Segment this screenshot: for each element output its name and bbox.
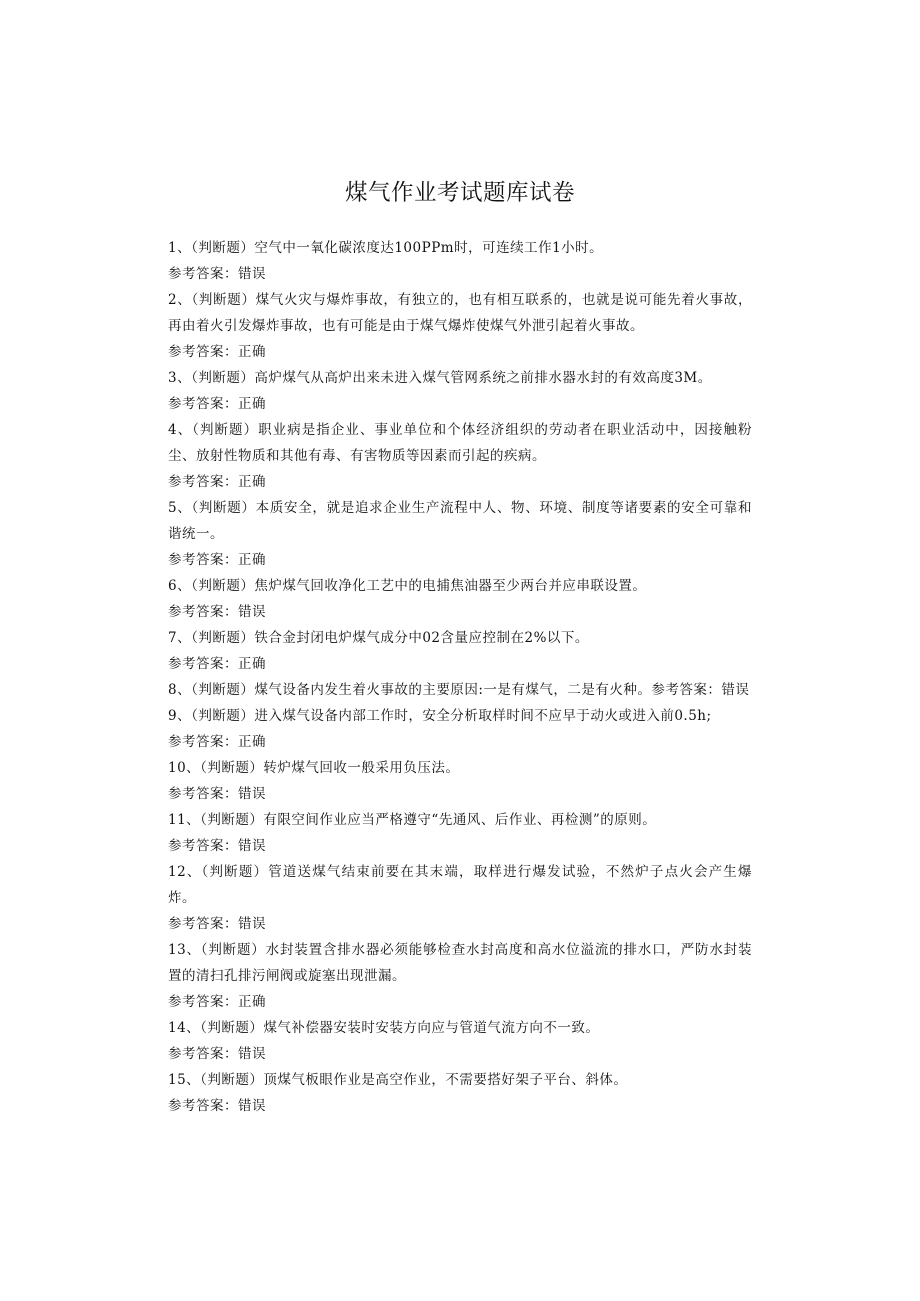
question-answer: 参考答案：正确 [168,396,266,412]
question-answer: 参考答案：正确 [168,344,266,360]
question-item [168,755,752,807]
question-text: 7、（判断题）铁合金封闭电炉煤气成分中02含量应控制在2%以下。 [168,630,589,646]
question-text: 4、（判断题）职业病是指企业、事业单位和个体经济组织的劳动者在职业活动中，因接触粉尘、放射性物质和其他有毒、有害物质等因素而引起的疾病。 [168,422,752,464]
question-item [168,495,752,573]
question-item [168,937,752,1015]
question-item [168,287,752,365]
question-item [168,703,752,755]
question-answer: 参考答案：错误 [168,1046,266,1062]
question-item [168,573,752,625]
question-item [168,417,752,495]
question-text: 2、（判断题）煤气火灾与爆炸事故，有独立的，也有相互联系的，也就是说可能先着火事故，再由着火引发爆炸事故，也有可能是由于煤气爆炸使煤气外泄引起着火事故。 [168,292,752,334]
question-item [168,677,752,703]
question-item [168,859,752,937]
question-item [168,625,752,677]
question-text: 12、（判断题）管道送煤气结束前要在其末端，取样进行爆发试验，不然炉子点火会产生爆炸。 [168,864,752,906]
question-text: 10、（判断题）转炉煤气回收一般采用负压法。 [168,760,460,776]
question-answer: 参考答案：正确 [168,552,266,568]
question-answer: 参考答案：正确 [168,656,266,672]
question-text: 13、（判断题）水封装置含排水器必须能够检查水封高度和高水位溢流的排水口，严防水封装置的清扫孔排污闸阀或旋塞出现泄漏。 [168,942,752,984]
question-text: 9、（判断题）进入煤气设备内部工作时，安全分析取样时间不应早于动火或进入前0.5h; [168,708,712,724]
question-text: 1、（判断题）空气中一氧化碳浓度达100PPm时，可连续工作1小时。 [168,240,604,256]
question-text: 3、（判断题）高炉煤气从高炉出来未进入煤气管网系统之前排水器水封的有效高度3M。 [168,370,712,386]
question-answer: 参考答案：错误 [168,266,266,282]
question-list [168,235,752,1119]
question-answer: 参考答案：错误 [168,1098,266,1114]
question-text: 6、（判断题）焦炉煤气回收净化工艺中的电捕焦油器至少两台并应串联设置。 [168,578,647,594]
question-item [168,235,752,287]
question-answer: 参考答案：错误 [168,916,266,932]
question-item [168,1015,752,1067]
question-item [168,1067,752,1119]
question-answer: 参考答案：正确 [168,734,266,750]
question-answer: 参考答案：错误 [168,838,266,854]
document-title: 煤气作业考试题库试卷 [344,180,575,206]
question-text: 8、（判断题）煤气设备内发生着火事故的主要原因:一是有煤气，二是有火种。参考答案：错误 [168,682,750,698]
question-answer: 参考答案：错误 [168,604,266,620]
question-item [168,365,752,417]
question-item [168,807,752,859]
question-answer: 参考答案：正确 [168,474,266,490]
question-text: 5、（判断题）本质安全，就是追求企业生产流程中人、物、环境、制度等诸要素的安全可靠和谐统一。 [168,500,752,542]
question-answer: 参考答案：正确 [168,994,266,1010]
question-text: 14、（判断题）煤气补偿器安装时安装方向应与管道气流方向不一致。 [168,1020,600,1036]
question-answer: 参考答案：错误 [168,786,266,802]
question-text: 15、（判断题）顶煤气板眼作业是高空作业，不需要搭好架子平台、斜体。 [168,1072,628,1088]
question-text: 11、（判断题）有限空间作业应当严格遵守“先通风、后作业、再检测”的原则。 [168,812,657,828]
